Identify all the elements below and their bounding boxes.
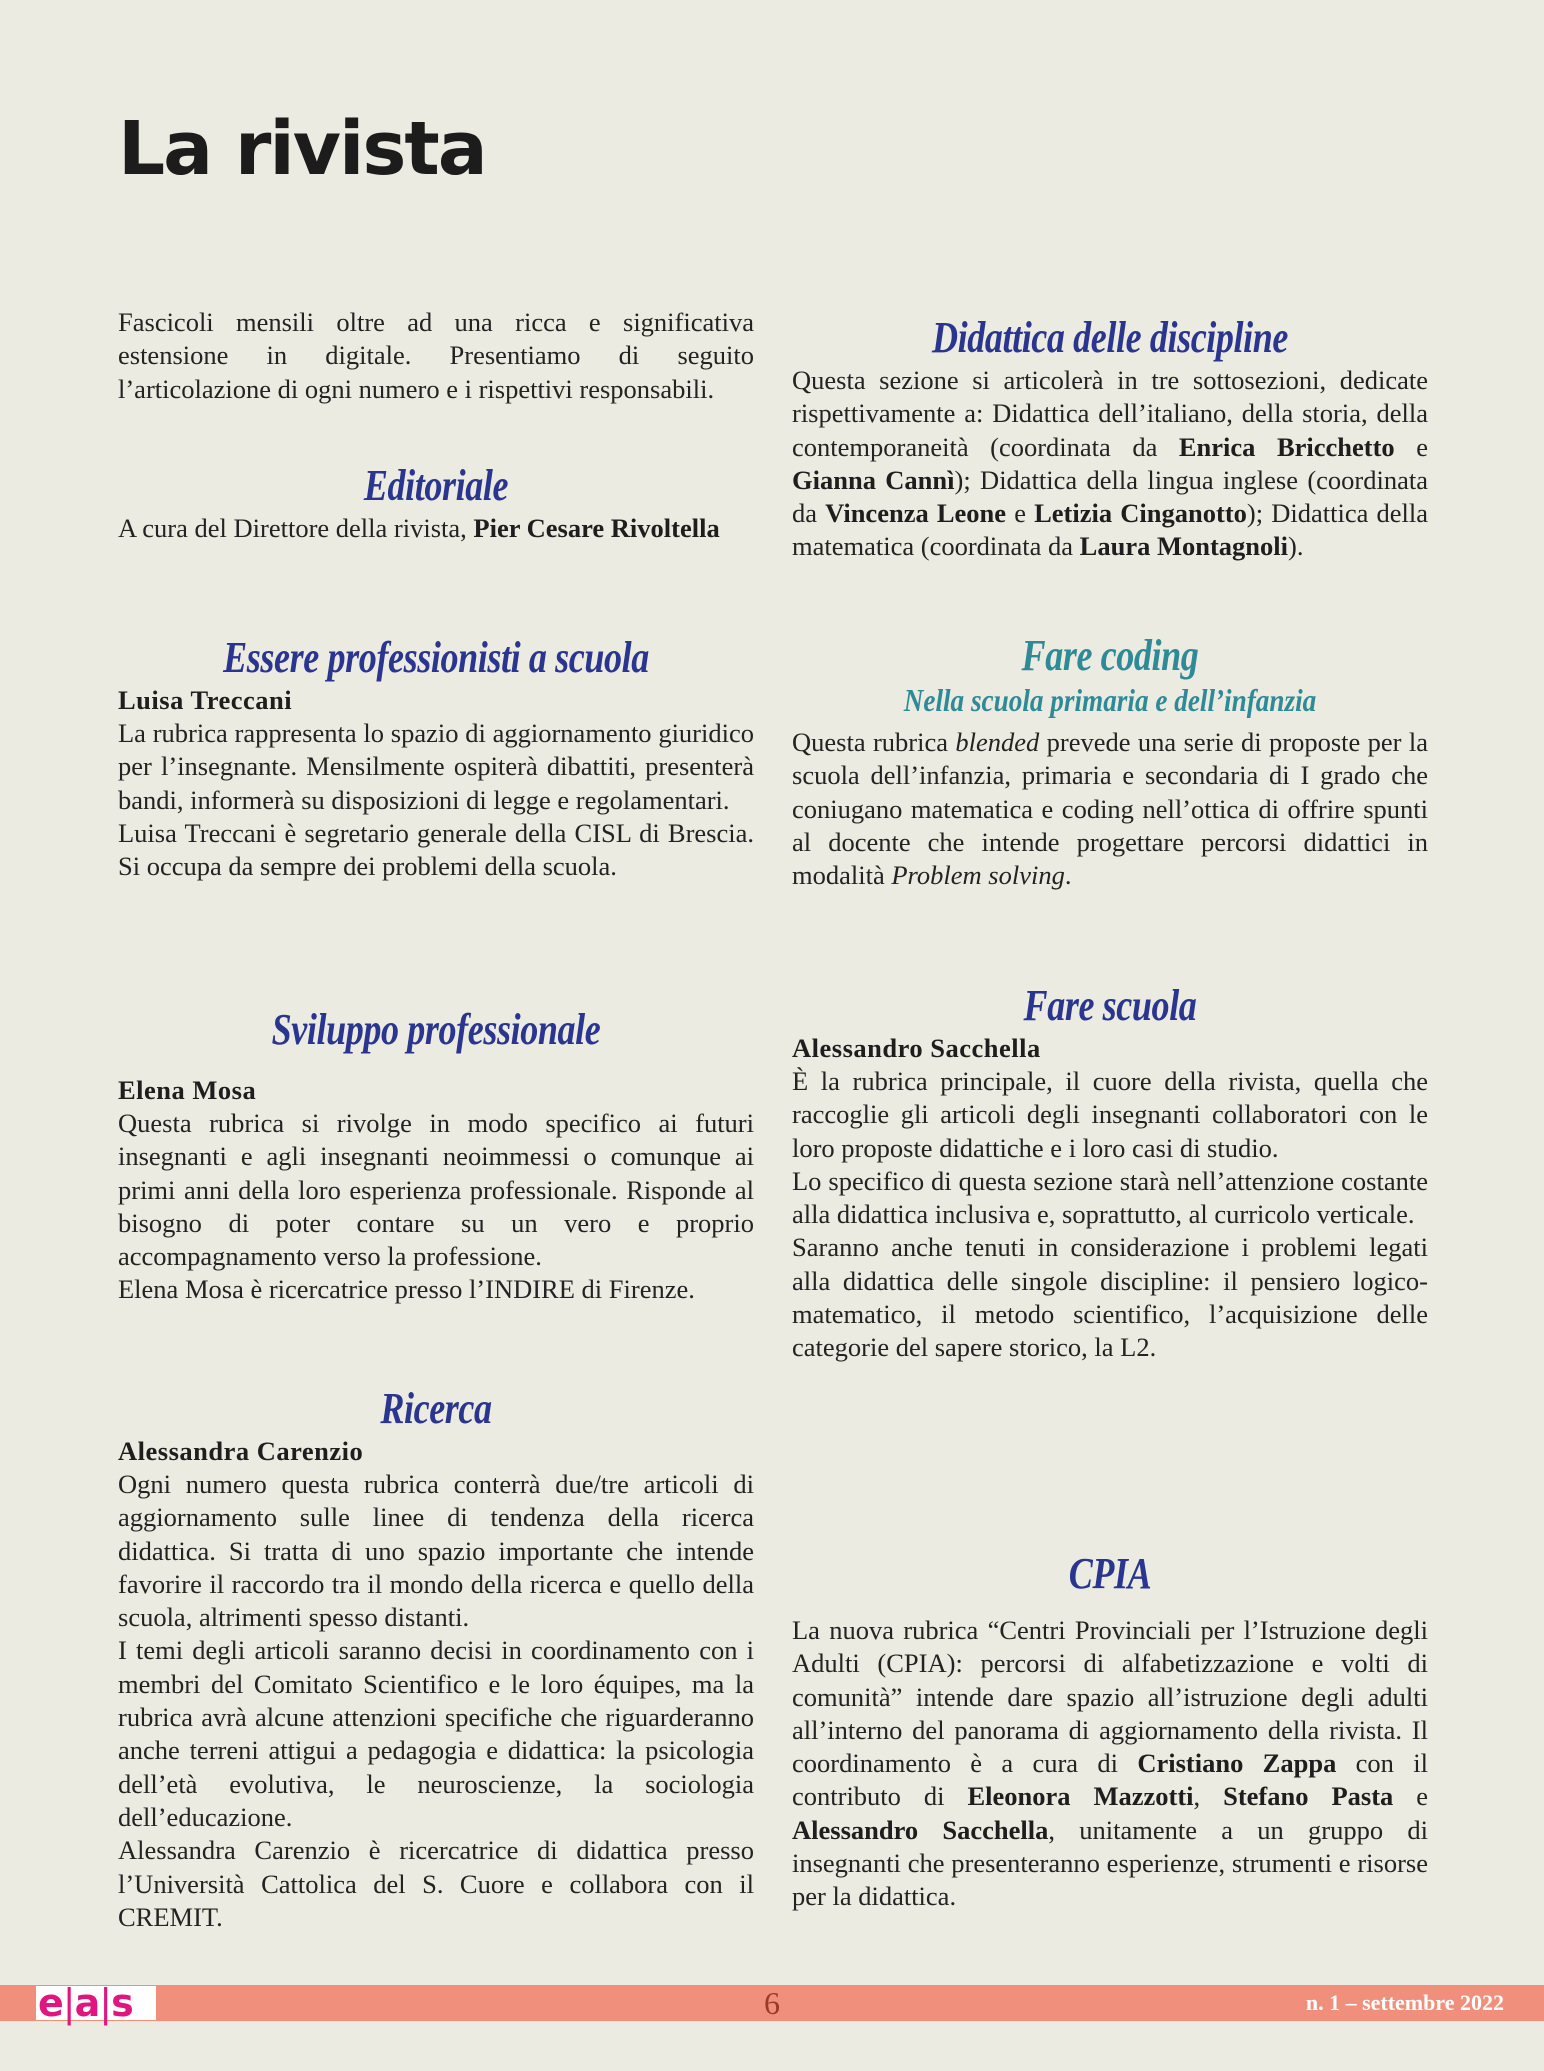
- ricerca-p1: Ogni numero questa rubrica conterrà due/tre articoli di aggiornamento sulle linee di tendenza della ricerca didattica. Si tratta di uno spazio importante che intende favorire il raccordo tra il mondo della ricerca e quello della scuola, altrimenti spesso distanti.: [118, 1469, 754, 1633]
- coding-heading: Fare coding: [1021, 631, 1199, 680]
- intro-text: Fascicoli mensili oltre ad una ricca e significativa estensione in digitale. Presentiamo di seguito l’articolazione di ogni numero e i rispettivi responsabili.: [118, 307, 754, 404]
- fare-scuola-heading: Fare scuola: [1023, 981, 1197, 1030]
- sviluppo-section: [118, 1004, 754, 1307]
- essere-heading: Essere professionisti a scuola: [223, 633, 649, 682]
- page-number: 6: [764, 1985, 780, 2021]
- editoriale-text: A cura del Direttore della rivista, Pier Cesare Rivoltella: [118, 513, 720, 543]
- ricerca-heading: Ricerca: [380, 1384, 492, 1433]
- eas-logo-text: e|a|s: [38, 1981, 133, 2025]
- sviluppo-text: [118, 1107, 754, 1307]
- sviluppo-p2: Elena Mosa è ricercatrice presso l’INDIRE di Firenze.: [118, 1274, 695, 1305]
- ricerca-p2: I temi degli articoli saranno decisi in coordinamento con i membri del Comitato Scientifico e le loro équipes, ma la rubrica avrà alcune attenzioni specifiche che riguarderanno anche terreni attigui a pedagogia e didattica: la psicologia dell’età evolutiva, le neuroscienze, la sociologia dell’educazione.: [118, 1635, 754, 1832]
- page-title: La rivista: [118, 106, 486, 192]
- editoriale-director: Pier Cesare Rivoltella: [473, 513, 720, 543]
- didattica-text: Questa sezione si articolerà in tre sottosezioni, dedicate rispettivamente a: Didattica dell’italiano, della storia, della contemporaneità (coordinata da Enrica Bricchetto e Gianna Cannì); Didattica della lingua inglese (coordinata da Vincenza Leone e Letizia Cinganotto); Didattica della matematica (coordinata da Laura Montagnoli).: [792, 365, 1429, 562]
- sviluppo-heading: Sviluppo professionale: [271, 1005, 601, 1054]
- cpia-heading: CPIA: [1068, 1549, 1152, 1598]
- fare-scuola-text: [792, 1065, 1428, 1365]
- fare-scuola-section: [792, 980, 1428, 1365]
- essere-p2: Luisa Treccani è segretario generale della CISL di Brescia. Si occupa da sempre dei problemi della scuola.: [118, 817, 754, 882]
- essere-text: [118, 717, 754, 883]
- editoriale-section: [118, 460, 754, 545]
- ricerca-section: [118, 1383, 754, 1934]
- cpia-section: [792, 1548, 1428, 1914]
- sviluppo-p1: Questa rubrica si rivolge in modo specifico ai futuri insegnanti e agli insegnanti neoimmessi o comunque ai primi anni della loro esperienza professionale. Risponde al bisogno di poter contare su un vero e proprio accompagnamento verso la professione.: [118, 1108, 754, 1272]
- didattica-section: [792, 312, 1428, 564]
- intro-section: [118, 306, 754, 406]
- issue-label: n. 1 – settembre 2022: [1305, 1990, 1504, 2015]
- eas-logo: [38, 1981, 133, 2025]
- coding-subheading: Nella scuola primaria e dell’infanzia: [903, 682, 1317, 718]
- didattica-heading: Didattica delle discipline: [931, 313, 1289, 362]
- coding-section: [792, 630, 1428, 892]
- essere-author: Luisa Treccani: [118, 685, 293, 715]
- cpia-text: La nuova rubrica “Centri Provinciali per l’Istruzione degli Adulti (CPIA): percorsi di alfabetizzazione e volti di comunità” intende dare spazio all’istruzione degli adulti all’interno del panorama di aggiornamento della rivista. Il coordinamento è a cura di Cristiano Zappa con il contributo di Eleonora Mazzotti, Stefano Pasta e Alessandro Sacchella, unitamente a un gruppo di insegnanti che presenteranno esperienze, strumenti e risorse per la didattica.: [792, 1615, 1429, 1912]
- ricerca-text: [118, 1468, 754, 1934]
- fare-scuola-p3: Saranno anche tenuti in considerazione i problemi legati alla didattica delle singole discipline: il pensiero logico-matematico, il metodo scientifico, l’acquisizione delle categorie del sapere storico, la L2.: [792, 1232, 1428, 1363]
- fare-scuola-p2: Lo specifico di questa sezione starà nell’attenzione costante alla didattica inclusiva e, soprattutto, al curricolo verticale.: [792, 1165, 1428, 1230]
- ricerca-p3: Alessandra Carenzio è ricercatrice di didattica presso l’Università Cattolica del S. Cuore e collabora con il CREMIT.: [118, 1835, 754, 1932]
- essere-section: [118, 632, 754, 883]
- coding-text: Questa rubrica blended prevede una serie di proposte per la scuola dell’infanzia, primaria e secondaria di I grado che coniugano matematica e coding nell’ottica di offrire spunti al docente che intende progettare percorsi didattici in modalità Problem solving.: [792, 727, 1429, 891]
- editoriale-heading: Editoriale: [363, 461, 509, 510]
- ricerca-author: Alessandra Carenzio: [118, 1436, 364, 1466]
- fare-scuola-author: Alessandro Sacchella: [792, 1033, 1041, 1063]
- essere-p1: La rubrica rappresenta lo spazio di aggiornamento giuridico per l’insegnante. Mensilmente ospiterà dibattiti, presenterà bandi, informerà su disposizioni di legge e regolamentari.: [118, 718, 754, 815]
- sviluppo-author: Elena Mosa: [118, 1075, 257, 1105]
- fare-scuola-p1: È la rubrica principale, il cuore della rivista, quella che raccoglie gli articoli degli insegnanti collaboratori con le loro proposte didattiche e i loro casi di studio.: [792, 1066, 1428, 1163]
